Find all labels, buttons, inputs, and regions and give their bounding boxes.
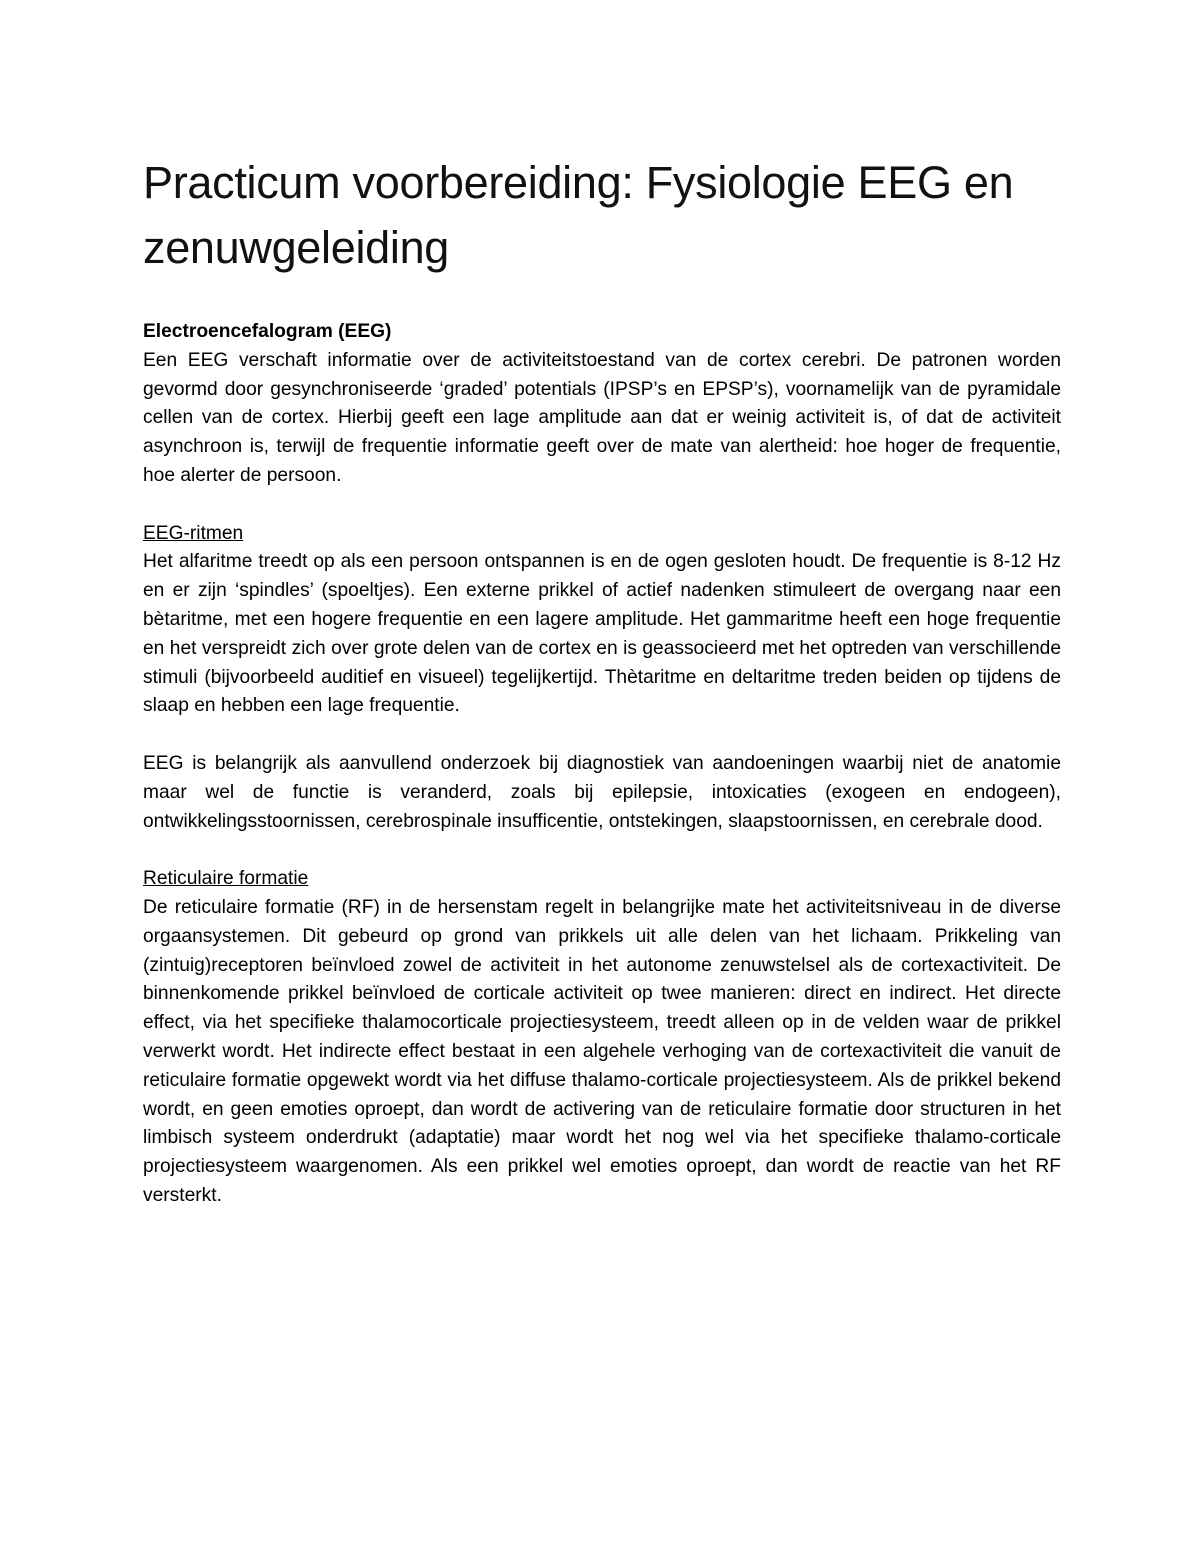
section-reticulaire-formatie bbox=[143, 865, 1061, 1211]
section-heading-eeg-ritmen: EEG-ritmen bbox=[143, 522, 244, 544]
document-title: Practicum voorbereiding: Fysiologie EEG en zenuwgeleiding bbox=[143, 157, 1014, 273]
paragraph-eeg-intro: Een EEG verschaft informatie over de activiteitstoestand van de cortex cerebri. De patronen worden gevormd door gesynchroniseerde ‘graded’ potentials (IPSP’s en EPSP’s), voornamelijk van de pyramidale cellen van de cortex. Hierbij geeft een lage amplitude aan dat er weinig activiteit is, of dat de activiteit asynchroon is, terwijl de frequentie informatie geeft over de mate van alertheid: hoe hoger de frequentie, hoe alerter de persoon. bbox=[143, 349, 1061, 486]
paragraph-eeg-ritmen: Het alfaritme treedt op als een persoon ontspannen is en de ogen gesloten houdt. De frequentie is 8-12 Hz en er zijn ‘spindles’ (spoeltjes). Een externe prikkel of actief nadenken stimuleert de overgang naar een bètaritme, met een hogere frequentie en een lagere amplitude. Het gammaritme heeft een hoge frequentie en het verspreidt zich over grote delen van de cortex en is geassocieerd met het optreden van verschillende stimuli (bijvoorbeeld auditief en visueel) tegelijkertijd. Thètaritme en deltaritme treden beiden op tijdens de slaap en hebben een lage frequentie. bbox=[143, 551, 1061, 717]
spacer bbox=[143, 491, 1061, 520]
section-heading-reticulaire-formatie: Reticulaire formatie bbox=[143, 868, 309, 890]
section-eeg-ritmen bbox=[143, 520, 1061, 837]
section-heading-eeg: Electroencefalogram (EEG) bbox=[143, 321, 392, 342]
paragraph-eeg-belang: EEG is belangrijk als aanvullend onderzoek bij diagnostiek van aandoeningen waarbij niet de anatomie maar wel de functie is veranderd, zoals bij epilepsie, intoxicaties (exogeen en endogeen), ontwikkelingsstoornissen, cerebrospinale insufficentie, ontstekingen, slaapstoornissen, en cerebrale dood. bbox=[143, 752, 1061, 832]
spacer bbox=[143, 836, 1061, 865]
paragraph-reticulaire-formatie: De reticulaire formatie (RF) in de hersenstam regelt in belangrijke mate het activiteitsniveau in de diverse orgaansystemen. Dit gebeurd op grond van prikkels uit alle delen van het lichaam. Prikkeling van (zintuig)receptoren beïnvloed zowel de activiteit in het autonome zenuwstelsel als de cortexactiviteit. De binnenkomende prikkel beïnvloed de corticale activiteit op twee manieren: direct en indirect. Het directe effect, via het specifieke thalamocorticale projectiesysteem, treedt alleen op in de velden waar de prikkel verwerkt wordt. Het indirecte effect bestaat in een algehele verhoging van de cortexactiviteit die vanuit de reticulaire formatie opgewekt wordt via het diffuse thalamo-corticale projectiesysteem. Als de prikkel bekend wordt, en geen emoties oproept, dan wordt de activering van de reticulaire formatie door structuren in het limbisch systeem onderdrukt (adaptatie) maar wordt het nog wel via het specifieke thalamo-corticale projectiesysteem waargenomen. Als een prikkel wel emoties oproept, dan wordt de reactie van het RF versterkt. bbox=[143, 896, 1061, 1206]
document-page bbox=[143, 150, 1061, 1211]
spacer bbox=[143, 721, 1061, 750]
section-eeg bbox=[143, 318, 1061, 491]
